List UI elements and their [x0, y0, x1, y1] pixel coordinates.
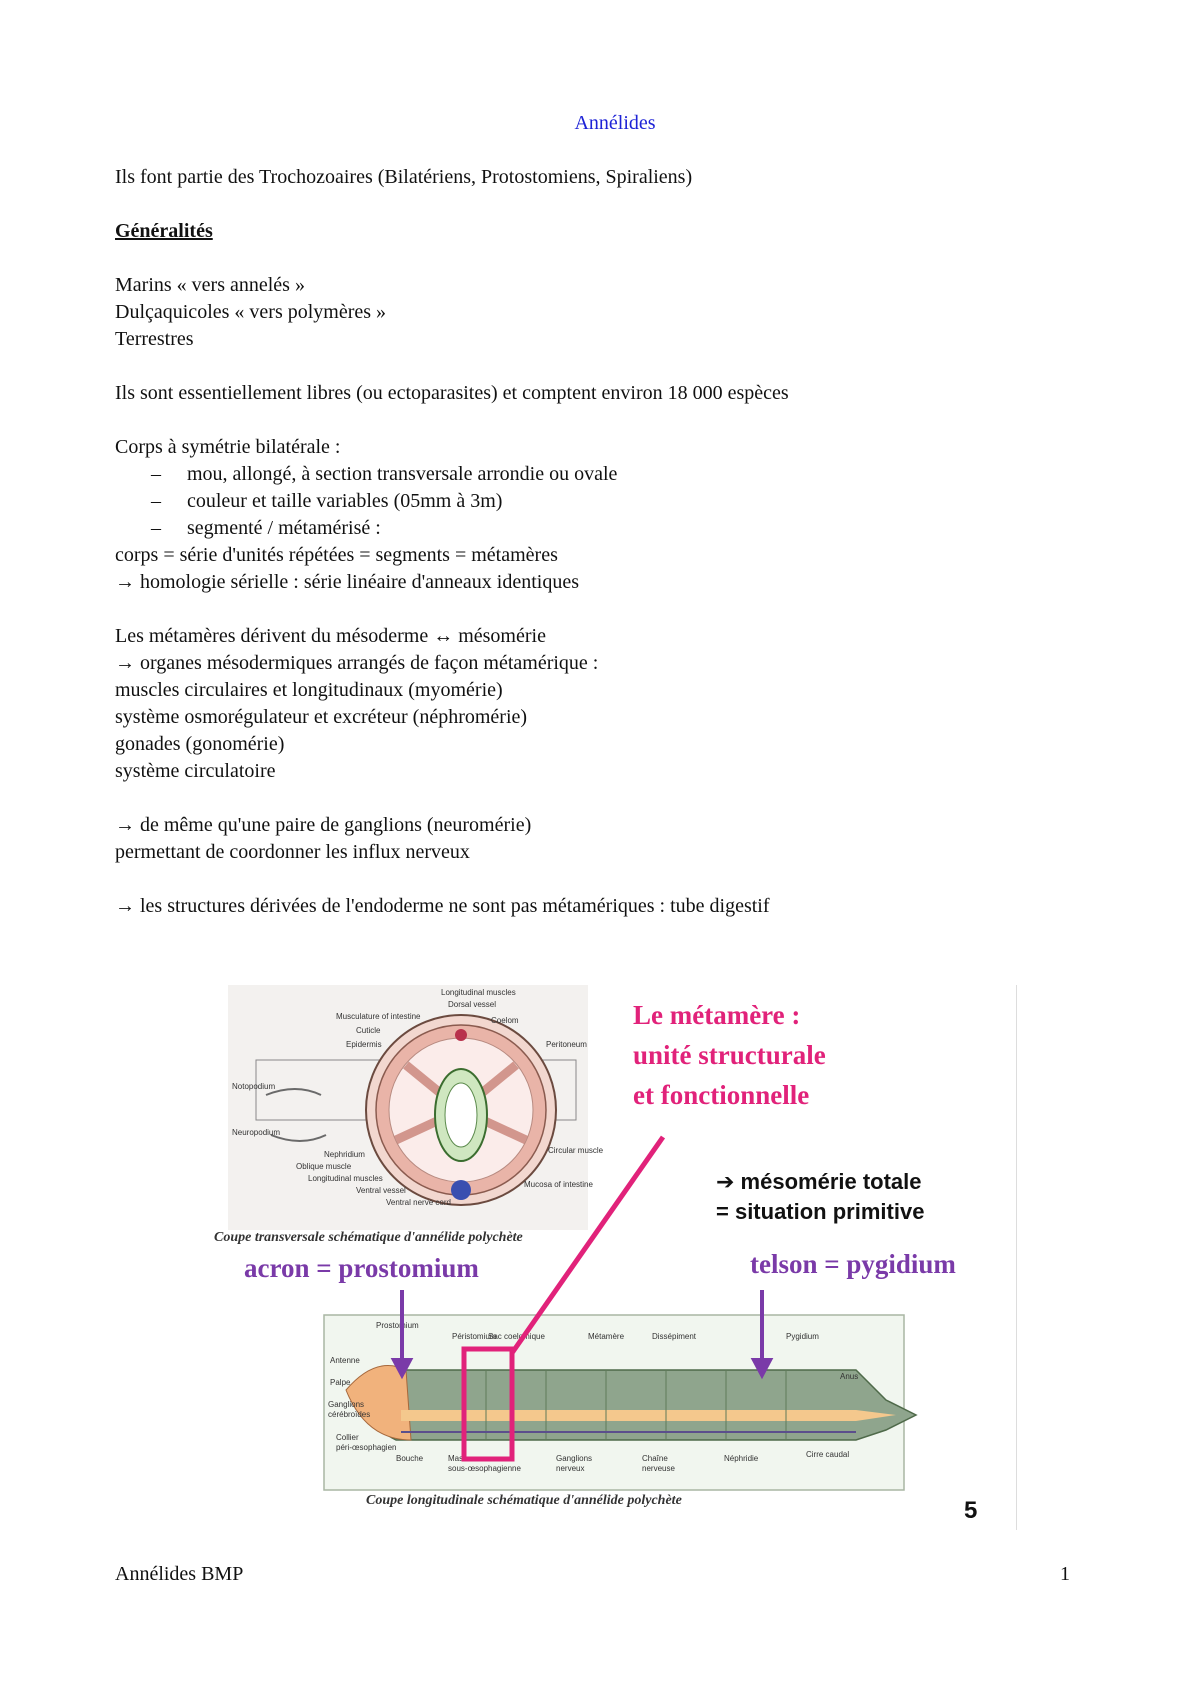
svg-text:Mucosa of intestine: Mucosa of intestine: [524, 1180, 593, 1189]
mesoderm-line: muscles circulaires et longitudinaux (myomérie): [115, 679, 503, 701]
svg-text:nerveuse: nerveuse: [642, 1464, 675, 1473]
svg-text:Musculature of intestine: Musculature of intestine: [336, 1012, 421, 1021]
svg-text:Coelom: Coelom: [491, 1016, 519, 1025]
intro-line: Ils font partie des Trochozoaires (Bilatériens, Protostomiens, Spiraliens): [115, 166, 693, 188]
ganglia-line: permettant de coordonner les influx nerveux: [115, 841, 470, 863]
section-heading: Généralités: [115, 220, 213, 242]
body-after-line: corps = série d'unités répétées = segments = métamères: [115, 544, 558, 566]
mesomerie-note: [716, 1167, 924, 1227]
svg-text:Nephridium: Nephridium: [324, 1150, 365, 1159]
svg-text:Antenne: Antenne: [330, 1356, 360, 1365]
document-title: Annélides: [574, 112, 656, 134]
svg-text:cérébroïdes: cérébroïdes: [328, 1410, 371, 1419]
svg-text:Sac coelomique: Sac coelomique: [488, 1332, 545, 1341]
transverse-caption: Coupe transversale schématique d'annélide polychète: [214, 1230, 523, 1245]
body-point: – mou, allongé, à section transversale arrondie ou ovale: [151, 461, 1115, 488]
svg-text:Chaîne: Chaîne: [642, 1454, 668, 1463]
habitat-line: Marins « vers annelés »: [115, 274, 305, 296]
svg-text:Collier: Collier: [336, 1433, 359, 1442]
body-intro: Corps à symétrie bilatérale :: [115, 436, 341, 458]
habitat-line: Terrestres: [115, 328, 194, 350]
svg-text:Pygidium: Pygidium: [786, 1332, 819, 1341]
svg-text:Circular muscle: Circular muscle: [548, 1146, 604, 1155]
svg-text:Notopodium: Notopodium: [232, 1082, 276, 1091]
body-point-list: [115, 461, 1115, 542]
svg-text:Cuticle: Cuticle: [356, 1026, 381, 1035]
slide-title-line: unité structurale: [633, 1040, 826, 1070]
mesoderm-line: système circulatoire: [115, 760, 276, 782]
mesomerie-line: = situation primitive: [716, 1199, 925, 1224]
svg-text:Epidermis: Epidermis: [346, 1040, 382, 1049]
longitudinal-caption: Coupe longitudinale schématique d'annélide polychète: [366, 1493, 682, 1508]
svg-text:Longitudinal muscles: Longitudinal muscles: [308, 1174, 383, 1183]
svg-text:Ganglions: Ganglions: [556, 1454, 593, 1463]
longitudinal-section-drawing: [346, 1366, 916, 1441]
body-point: – segmenté / métamérisé :: [151, 515, 1115, 542]
svg-text:Néphridie: Néphridie: [724, 1454, 759, 1463]
acron-label: acron = prostomium: [244, 1253, 479, 1283]
body-point: – couleur et taille variables (05mm à 3m): [151, 488, 1115, 515]
body-after-line: → homologie sérielle : série linéaire d'anneaux identiques: [115, 571, 580, 593]
habitat-line: Dulçaquicoles « vers polymères »: [115, 301, 387, 323]
free-living-line: Ils sont essentiellement libres (ou ectoparasites) et comptent environ 18 000 espèces: [115, 382, 789, 404]
slide-number: 5: [964, 1497, 978, 1524]
svg-text:Neuropodium: Neuropodium: [232, 1128, 281, 1137]
page-number: 1: [1060, 1563, 1070, 1585]
slide-title-line: Le métamère :: [633, 1000, 801, 1030]
svg-text:Palpe: Palpe: [330, 1378, 351, 1387]
page-text: [115, 110, 1115, 920]
svg-text:Ganglions: Ganglions: [328, 1400, 365, 1409]
footer-left: Annélides BMP: [115, 1563, 244, 1585]
mesomerie-line: ➔ mésomérie totale: [716, 1169, 922, 1194]
svg-text:Métamère: Métamère: [588, 1332, 625, 1341]
svg-text:nerveux: nerveux: [556, 1464, 585, 1473]
svg-text:Ventral nerve cord: Ventral nerve cord: [386, 1198, 451, 1207]
svg-text:Ventral vessel: Ventral vessel: [356, 1186, 406, 1195]
svg-text:Longitudinal muscles: Longitudinal muscles: [441, 988, 516, 997]
svg-text:Dorsal vessel: Dorsal vessel: [448, 1000, 497, 1009]
telson-label: telson = pygidium: [750, 1249, 956, 1279]
svg-text:sous-œsophagienne: sous-œsophagienne: [448, 1464, 521, 1473]
svg-text:Péristomium: Péristomium: [452, 1332, 497, 1341]
svg-text:Dissépiment: Dissépiment: [652, 1332, 697, 1341]
slide-title-line: et fonctionnelle: [633, 1080, 810, 1110]
svg-text:péri-œsophagien: péri-œsophagien: [336, 1443, 397, 1452]
endoderm-line: → les structures dérivées de l'endoderme ne sont pas métamériques : tube digestif: [115, 895, 770, 917]
svg-text:Anus: Anus: [840, 1372, 859, 1381]
mesoderm-line: Les métamères dérivent du mésoderme ↔ mésomérie: [115, 625, 546, 647]
svg-text:Masse: Masse: [448, 1454, 472, 1463]
ganglia-line: → de même qu'une paire de ganglions (neuromérie): [115, 814, 532, 836]
mesoderm-line: gonades (gonomérie): [115, 733, 285, 755]
mesoderm-line: → organes mésodermiques arrangés de façon métamérique :: [115, 652, 599, 674]
slide-title: [633, 995, 826, 1115]
svg-text:Bouche: Bouche: [396, 1454, 424, 1463]
svg-text:Oblique muscle: Oblique muscle: [296, 1162, 352, 1171]
mesoderm-line: système osmorégulateur et excréteur (néphromérie): [115, 706, 528, 728]
svg-text:Cirre caudal: Cirre caudal: [806, 1450, 850, 1459]
annelid-slide-figure: [196, 985, 1017, 1530]
svg-text:Peritoneum: Peritoneum: [546, 1040, 587, 1049]
svg-text:Prostomium: Prostomium: [376, 1321, 419, 1330]
